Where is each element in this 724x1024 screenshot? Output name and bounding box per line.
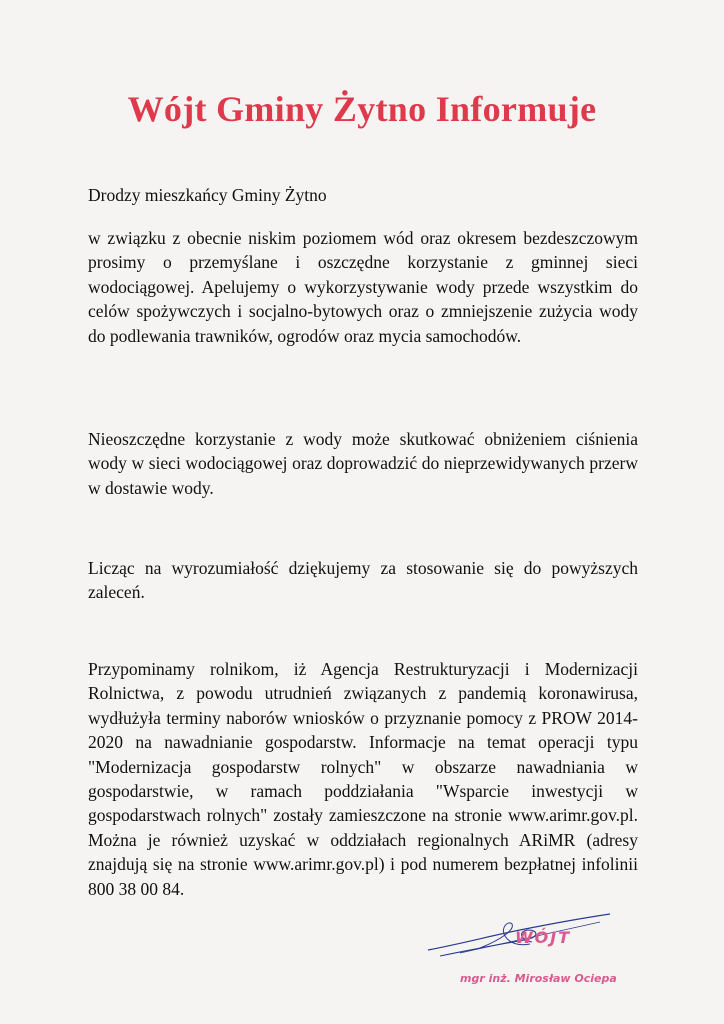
paragraph-arimr-info: Przypominamy rolnikom, iż Agencja Restrukturyzacji i Modernizacji Rolnictwa, z powodu utrudnień związanych z pandemią koronawirusa, wydłużyła terminy naborów wniosków o przyznanie pomocy z PROW 2014-2020 na nawadnianie gospodarstw. Informacje na temat operacji typu "Modernizacja gospodarstw rolnych" w obszarze nawadniania w gospodarstwie, w ramach poddziałania "Wsparcie inwestycji w gospodarstwach rolnych" zostały zamieszczone na stronie www.arimr.gov.pl. Można je również uzyskać w oddziałach regionalnych ARiMR (adresy znajdują się na stronie www.arimr.gov.pl) i pod numerem bezpłatnej infolinii 800 38 00 84.	[88, 659, 638, 899]
paragraph-thanks: Licząc na wyrozumiałość dziękujemy za stosowanie się do powyższych zaleceń.	[88, 558, 638, 603]
signature-block	[420, 900, 650, 1000]
greeting: Drodzy mieszkańcy Gminy Żytno	[88, 185, 327, 205]
stamp-name: mgr inż. Mirosław Ociepa	[460, 972, 617, 985]
paragraph-pressure-warning: Nieoszczędne korzystanie z wody może skutkować obniżeniem ciśnienia wody w sieci wodociągowej oraz doprowadzić do nieprzewidywanych przerw w dostawie wody.	[88, 429, 638, 498]
paragraph-water-appeal: w związku z obecnie niskim poziomem wód oraz okresem bezdeszczowym prosimy o przemyślane i oszczędne korzystanie z gminnej sieci wodociągowej. Apelujemy o wykorzystywanie wody przede wszystkim do celów spożywczych i socjalno-bytowych oraz o zmniejszenie zużycia wody do podlewania trawników, ogrodów oraz mycia samochodów.	[88, 228, 638, 346]
stamp-title: WÓJT	[515, 928, 572, 947]
document-title: Wójt Gminy Żytno Informuje	[127, 89, 597, 129]
